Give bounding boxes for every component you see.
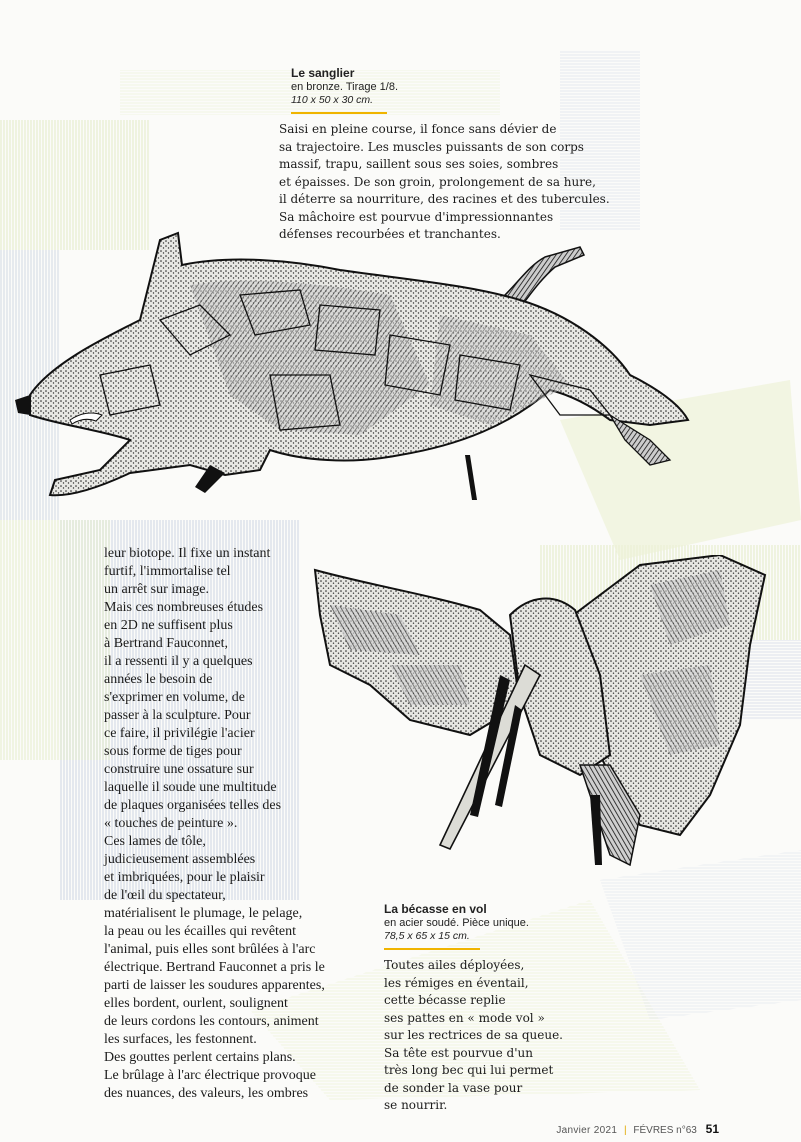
sanglier-description-line: défenses recourbées et tranchantes. (279, 227, 501, 241)
footer-issue-date: Janvier 2021 (556, 1125, 618, 1136)
sanglier-description-line: Saisi en pleine course, il fonce sans dévier de (279, 122, 557, 136)
page-footer (556, 1122, 719, 1136)
body-line: de leurs cordons les contours, animent (104, 1013, 319, 1029)
body-line: la peau ou les écailles qui revêtent (104, 923, 297, 939)
body-line: années le besoin de (104, 671, 213, 687)
body-line: Des gouttes perlent certains plans. (104, 1049, 296, 1065)
body-line: ce faire, il privilégie l'acier (104, 725, 255, 741)
becasse-description-line: très long bec qui lui permet (384, 1063, 554, 1077)
body-line: laquelle il soude une multitude (104, 779, 277, 795)
body-line: il a ressenti il y a quelques (104, 653, 253, 669)
sanglier-description-line: il déterre sa nourriture, des racines et des tubercules. (279, 192, 610, 206)
sanglier-description-line: massif, trapu, saillent sous ses soies, sombres (279, 157, 559, 171)
sanglier-description-line: Sa mâchoire est pourvue d'impressionnantes (279, 209, 554, 224)
sanglier-dimensions: 110 x 50 x 30 cm. (291, 94, 374, 106)
becasse-description (384, 957, 563, 1115)
sanglier-material: en bronze. Tirage 1/8. (291, 81, 399, 93)
body-line: des nuances, des valeurs, les ombres (104, 1085, 309, 1101)
becasse-description-line: de sonder la vase pour (384, 1080, 523, 1095)
body-line: parti de laisser les soudures apparentes, (104, 977, 325, 993)
becasse-description-line: Toutes ailes déployées, (384, 958, 525, 972)
becasse-description-line: sur les rectrices de sa queue. (384, 1028, 563, 1042)
woodcock-sculpture-image (310, 555, 770, 885)
body-line: Le brûlage à l'arc électrique provoque (104, 1067, 317, 1083)
body-line: l'animal, puis elles sont brûlées à l'arc (104, 941, 316, 957)
body-line: furtif, l'immortalise tel (104, 563, 231, 579)
body-line: à Bertrand Fauconnet, (104, 635, 229, 651)
footer-magazine: FÉVRES n°63 (633, 1125, 697, 1136)
boar-sculpture-image (10, 225, 700, 515)
sanglier-caption (291, 66, 398, 114)
body-line: s'exprimer en volume, de (104, 689, 245, 705)
body-line: en 2D ne suffisent plus (104, 617, 233, 633)
becasse-caption (384, 902, 529, 950)
becasse-caption-rule (384, 948, 480, 950)
body-line: de l'œil du spectateur, (104, 887, 226, 903)
body-line: construire une ossature sur (104, 761, 254, 777)
sanglier-description-line: et épaisses. De son groin, prolongement de sa hure, (279, 174, 596, 189)
body-line: et imbriquées, pour le plaisir (104, 869, 265, 885)
body-line: passer à la sculpture. Pour (104, 707, 251, 723)
body-line: électrique. Bertrand Fauconnet a pris le (104, 959, 325, 975)
becasse-title: La bécasse en vol (384, 902, 487, 916)
footer-separator: | (623, 1125, 627, 1136)
body-line: « touches de peinture ». (104, 815, 238, 831)
becasse-material: en acier soudé. Pièce unique. (384, 917, 529, 929)
body-line: de plaques organisées telles des (104, 797, 282, 813)
body-line: sous forme de tiges pour (104, 743, 242, 759)
becasse-dimensions: 78,5 x 65 x 15 cm. (384, 930, 470, 942)
becasse-description-line: cette bécasse replie (384, 993, 506, 1007)
body-line: un arrêt sur image. (104, 581, 209, 597)
body-line: matérialisent le plumage, le pelage, (104, 905, 303, 921)
becasse-description-line: Sa tête est pourvue d'un (384, 1045, 533, 1060)
becasse-description-line: ses pattes en « mode vol » (384, 1010, 545, 1025)
becasse-description-line: les rémiges en éventail, (384, 975, 529, 990)
body-line: les surfaces, les festonnent. (104, 1031, 257, 1047)
sanglier-caption-rule (291, 112, 387, 114)
sanglier-title: Le sanglier (291, 66, 355, 80)
body-line: Mais ces nombreuses études (104, 599, 264, 615)
page-number: 51 (705, 1122, 719, 1136)
article-body (104, 545, 325, 1103)
sanglier-description-line: sa trajectoire. Les muscles puissants de son corps (279, 139, 584, 154)
body-line: Ces lames de tôle, (104, 833, 206, 849)
body-line: elles bordent, ourlent, soulignent (104, 995, 288, 1011)
body-line: leur biotope. Il fixe un instant (104, 546, 271, 561)
becasse-description-line: se nourrir. (384, 1098, 448, 1112)
body-line: judicieusement assemblées (104, 851, 256, 867)
